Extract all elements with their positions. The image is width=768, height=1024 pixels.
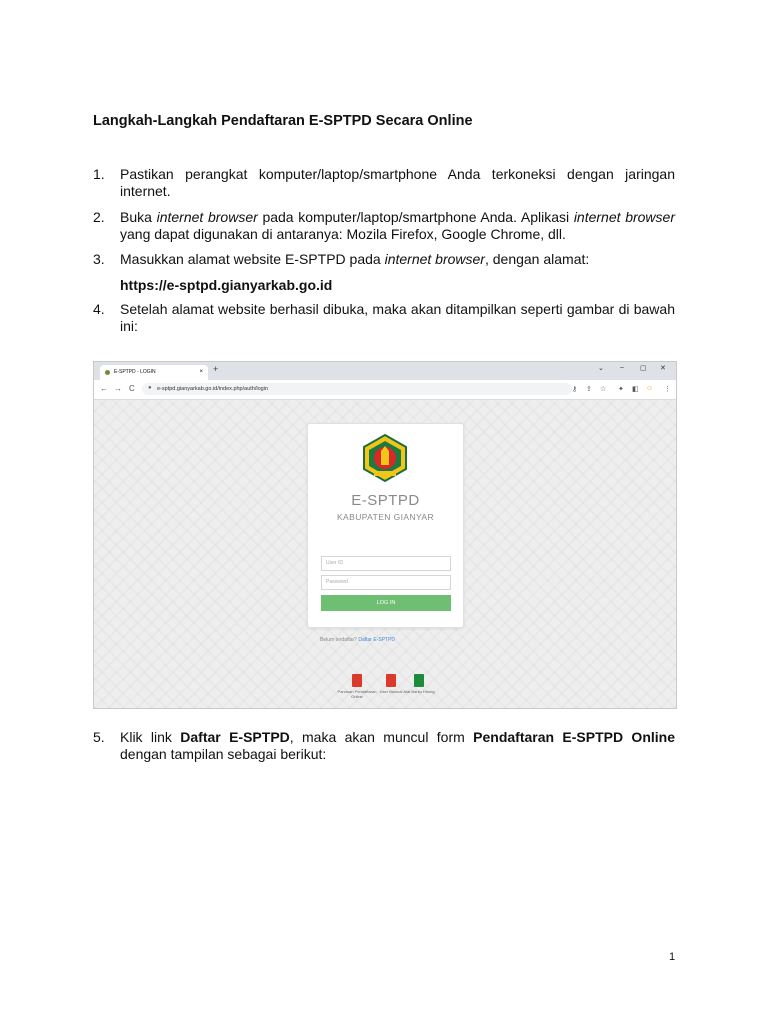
text-run: yang dapat digunakan di antaranya: Mozila Firefox, Google Chrome, dll. [120, 226, 566, 242]
step-4 [93, 301, 675, 335]
omnibox [142, 383, 572, 395]
browser-tab-bar [94, 362, 676, 380]
forward-icon: → [114, 384, 122, 393]
minimize-icon: – [620, 364, 624, 371]
step-number: 3. [93, 251, 105, 267]
text-run-italic: internet browser [384, 251, 485, 267]
close-icon: × [199, 369, 203, 375]
step-number: 5. [93, 729, 105, 745]
step-2 [93, 209, 675, 243]
user-id-field: User ID [321, 556, 451, 571]
lock-icon: ● [148, 385, 152, 391]
browser-address-bar [94, 380, 676, 400]
profile-icon: ☺ [646, 385, 654, 392]
browser-tab [100, 365, 208, 380]
close-window-icon: ✕ [660, 365, 666, 372]
pdf-icon [352, 674, 362, 687]
browser-screenshot [93, 361, 677, 709]
chevron-down-icon: ⌄ [598, 365, 604, 372]
step-text: Setelah alamat website berhasil dibuka, maka akan ditampilkan seperti gambar di bawah ini: [120, 301, 675, 334]
text-run-italic: internet browser [156, 209, 258, 225]
back-icon: ← [100, 384, 108, 393]
text-run: Klik link [120, 729, 181, 745]
register-link: Daftar E-SPTPD [358, 637, 396, 643]
share-icon: ⇪ [586, 386, 592, 393]
step-1 [93, 166, 675, 200]
pdf-icon [386, 674, 396, 687]
doc-label: User Manual [379, 689, 403, 694]
region-name: KABUPATEN GIANYAR [336, 512, 434, 522]
text-run-italic: internet browser [573, 209, 675, 225]
text-run: dengan tampilan sebagai berikut: [120, 746, 327, 762]
app-name: E-SPTPD [351, 492, 420, 509]
step-number: 1. [93, 166, 105, 182]
text-run: , maka akan muncul form [289, 729, 474, 745]
text-run-bold: Pendaftaran E-SPTPD Online [473, 729, 675, 745]
sidepanel-icon: ◧ [632, 386, 639, 393]
login-button: LOG IN [321, 595, 451, 611]
gianyar-emblem-icon [360, 433, 410, 483]
step-text [120, 209, 675, 243]
browser-viewport [94, 400, 676, 708]
step-5 [93, 729, 675, 763]
step-number: 2. [93, 209, 105, 225]
reload-icon: C [129, 384, 135, 393]
page-number: 1 [669, 951, 676, 963]
step-number: 4. [93, 301, 105, 317]
doc-label: Panduan Pendaftaran Online [337, 689, 377, 699]
text-run: Buka [120, 209, 157, 225]
menu-icon: ⋮ [664, 386, 671, 393]
text-run: pada komputer/laptop/smartphone Anda. Aplikasi [257, 209, 574, 225]
favicon-icon [105, 370, 110, 375]
step-text [120, 251, 675, 268]
new-tab-icon: + [213, 364, 219, 374]
address-text: e-sptpd.gianyarkab.go.id/index.php/auth/login [157, 386, 268, 392]
text-run: , dengan alamat: [484, 251, 590, 267]
doc-download-alat [399, 674, 439, 694]
register-prompt-text: Belum terdaftar? [320, 637, 357, 643]
register-prompt [320, 637, 395, 643]
step-3 [93, 251, 675, 268]
star-icon: ☆ [600, 386, 607, 393]
spreadsheet-icon [414, 674, 424, 687]
text-run-bold: Daftar E-SPTPD [180, 729, 290, 745]
step-text: Pastikan perangkat komputer/laptop/smartphone Anda terkoneksi dengan jaringan internet. [120, 166, 675, 199]
website-url[interactable]: https://e-sptpd.gianyarkab.go.id [120, 277, 333, 293]
tab-title: E-SPTPD - LOGIN [114, 369, 156, 375]
password-field: Password [321, 575, 451, 590]
text-run: Masukkan alamat website E-SPTPD pada [120, 251, 385, 267]
key-icon: ⚷ [572, 386, 578, 393]
extensions-icon: ✦ [618, 386, 624, 393]
maximize-icon: ▢ [640, 365, 647, 372]
step-text [120, 729, 675, 763]
login-card [307, 423, 464, 628]
doc-label: Alat Bantu Hitung [403, 689, 435, 694]
document-title: Langkah-Langkah Pendaftaran E-SPTPD Secara Online [93, 113, 473, 129]
